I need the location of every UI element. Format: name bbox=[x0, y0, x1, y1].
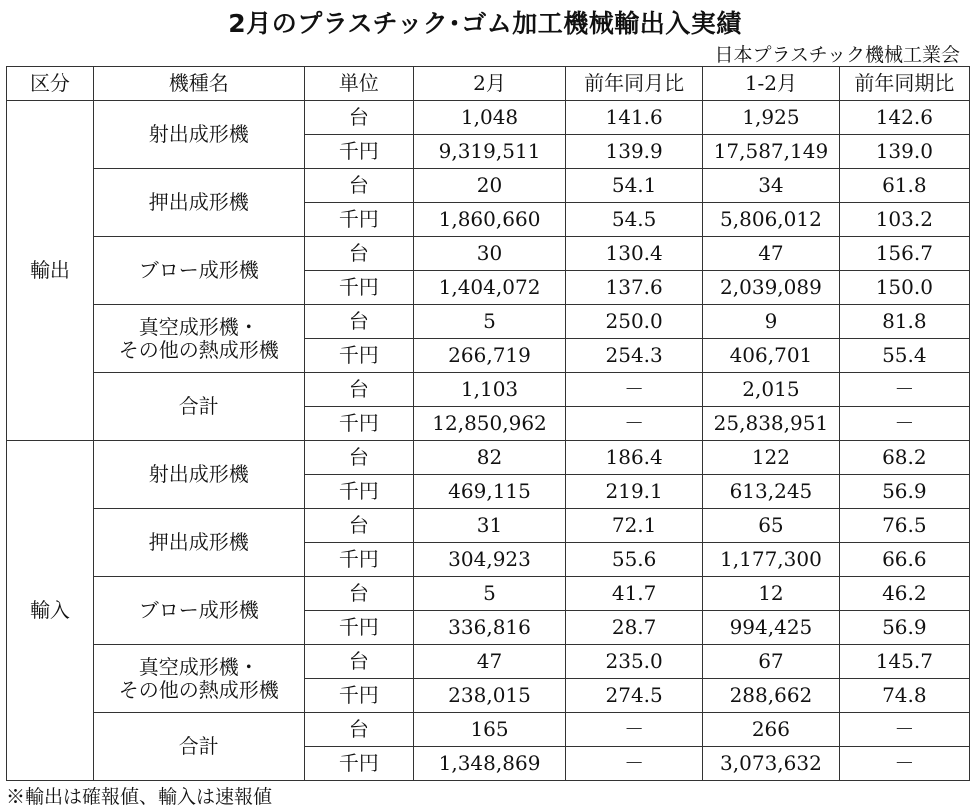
unit-cell: 台 bbox=[304, 305, 413, 339]
model-name-cell bbox=[93, 577, 304, 645]
table-row bbox=[7, 237, 970, 271]
model-name-cell bbox=[93, 101, 304, 169]
unit-cell: 台 bbox=[304, 237, 413, 271]
unit-cell: 台 bbox=[304, 441, 413, 475]
cumulative-value-cell: 9 bbox=[703, 305, 839, 339]
month-value-cell: 82 bbox=[413, 441, 565, 475]
month-value-cell: 1,404,072 bbox=[413, 271, 565, 305]
import-division-label: 輸入 bbox=[7, 441, 94, 781]
month-value-cell: 5 bbox=[413, 305, 565, 339]
yoy-period-cell: － bbox=[839, 373, 969, 407]
yoy-month-cell: 219.1 bbox=[566, 475, 703, 509]
month-value-cell: 1,048 bbox=[413, 101, 565, 135]
month-value-cell: 1,103 bbox=[413, 373, 565, 407]
unit-cell: 千円 bbox=[304, 135, 413, 169]
cumulative-value-cell: 67 bbox=[703, 645, 839, 679]
model-name-cell bbox=[93, 713, 304, 781]
yoy-period-cell: 142.6 bbox=[839, 101, 969, 135]
cumulative-value-cell: 122 bbox=[703, 441, 839, 475]
table-row bbox=[7, 577, 970, 611]
yoy-month-cell: 54.5 bbox=[566, 203, 703, 237]
yoy-month-cell: 254.3 bbox=[566, 339, 703, 373]
page-title: 2月のプラスチック･ゴム加工機械輸出入実績 bbox=[228, 9, 742, 38]
header-yoy-period: 前年同期比 bbox=[839, 67, 969, 101]
yoy-month-cell: 141.6 bbox=[566, 101, 703, 135]
model-name-cell bbox=[93, 305, 304, 373]
cumulative-value-cell: 1,177,300 bbox=[703, 543, 839, 577]
yoy-period-cell: 103.2 bbox=[839, 203, 969, 237]
table-row bbox=[7, 169, 970, 203]
header-cumulative: 1-2月 bbox=[703, 67, 839, 101]
unit-cell: 千円 bbox=[304, 679, 413, 713]
yoy-month-cell: 55.6 bbox=[566, 543, 703, 577]
cumulative-value-cell: 17,587,149 bbox=[703, 135, 839, 169]
cumulative-value-cell: 2,039,089 bbox=[703, 271, 839, 305]
table-row bbox=[7, 645, 970, 679]
model-name-line: 合計 bbox=[178, 734, 219, 758]
yoy-period-cell: 55.4 bbox=[839, 339, 969, 373]
header-division: 区分 bbox=[7, 67, 94, 101]
table-row bbox=[7, 441, 970, 475]
yoy-month-cell: 130.4 bbox=[566, 237, 703, 271]
cumulative-value-cell: 994,425 bbox=[703, 611, 839, 645]
yoy-month-cell: 137.6 bbox=[566, 271, 703, 305]
table-row bbox=[7, 101, 970, 135]
yoy-period-cell: － bbox=[839, 713, 969, 747]
model-name-cell bbox=[93, 373, 304, 441]
unit-cell: 千円 bbox=[304, 475, 413, 509]
model-name-cell bbox=[93, 237, 304, 305]
table-body bbox=[7, 101, 970, 781]
yoy-period-cell: 61.8 bbox=[839, 169, 969, 203]
model-name-line: 真空成形機・ bbox=[138, 654, 259, 679]
yoy-period-cell: 74.8 bbox=[839, 679, 969, 713]
month-value-cell: 9,319,511 bbox=[413, 135, 565, 169]
footnote: ※輸出は確報値、輸入は速報値 bbox=[6, 786, 273, 808]
header-model: 機種名 bbox=[93, 67, 304, 101]
model-name-line: 押出成形機 bbox=[148, 190, 249, 214]
yoy-period-cell: 76.5 bbox=[839, 509, 969, 543]
yoy-period-cell: 56.9 bbox=[839, 611, 969, 645]
month-value-cell: 30 bbox=[413, 237, 565, 271]
yoy-month-cell: 54.1 bbox=[566, 169, 703, 203]
cumulative-value-cell: 25,838,951 bbox=[703, 407, 839, 441]
cumulative-value-cell: 12 bbox=[703, 577, 839, 611]
month-value-cell: 238,015 bbox=[413, 679, 565, 713]
cumulative-value-cell: 1,925 bbox=[703, 101, 839, 135]
model-name-cell bbox=[93, 169, 304, 237]
model-name-line: 射出成形機 bbox=[148, 122, 249, 146]
unit-cell: 台 bbox=[304, 101, 413, 135]
yoy-period-cell: 156.7 bbox=[839, 237, 969, 271]
source-label: 日本プラスチック機械工業会 bbox=[714, 44, 960, 66]
month-value-cell: 165 bbox=[413, 713, 565, 747]
yoy-month-cell: － bbox=[566, 713, 703, 747]
export-division-label: 輸出 bbox=[7, 101, 94, 441]
month-value-cell: 5 bbox=[413, 577, 565, 611]
yoy-period-cell: 139.0 bbox=[839, 135, 969, 169]
header-yoy-month: 前年同月比 bbox=[566, 67, 703, 101]
model-name-line: ブロー成形機 bbox=[138, 258, 259, 282]
header-month: 2月 bbox=[413, 67, 565, 101]
month-value-cell: 47 bbox=[413, 645, 565, 679]
month-value-cell: 1,348,869 bbox=[413, 747, 565, 781]
cumulative-value-cell: 5,806,012 bbox=[703, 203, 839, 237]
model-name-line: 合計 bbox=[178, 394, 219, 418]
unit-cell: 台 bbox=[304, 509, 413, 543]
unit-cell: 千円 bbox=[304, 203, 413, 237]
cumulative-value-cell: 3,073,632 bbox=[703, 747, 839, 781]
month-value-cell: 304,923 bbox=[413, 543, 565, 577]
unit-cell: 千円 bbox=[304, 407, 413, 441]
cumulative-value-cell: 266 bbox=[703, 713, 839, 747]
unit-cell: 千円 bbox=[304, 611, 413, 645]
month-value-cell: 266,719 bbox=[413, 339, 565, 373]
trade-table bbox=[6, 66, 970, 781]
cumulative-value-cell: 65 bbox=[703, 509, 839, 543]
yoy-month-cell: 41.7 bbox=[566, 577, 703, 611]
unit-cell: 台 bbox=[304, 373, 413, 407]
header-row bbox=[7, 67, 970, 101]
cumulative-value-cell: 406,701 bbox=[703, 339, 839, 373]
yoy-period-cell: 56.9 bbox=[839, 475, 969, 509]
yoy-period-cell: 46.2 bbox=[839, 577, 969, 611]
month-value-cell: 1,860,660 bbox=[413, 203, 565, 237]
month-value-cell: 31 bbox=[413, 509, 565, 543]
model-name-line: 射出成形機 bbox=[148, 462, 249, 486]
unit-cell: 千円 bbox=[304, 747, 413, 781]
cumulative-value-cell: 47 bbox=[703, 237, 839, 271]
yoy-month-cell: 72.1 bbox=[566, 509, 703, 543]
month-value-cell: 20 bbox=[413, 169, 565, 203]
yoy-month-cell: 186.4 bbox=[566, 441, 703, 475]
yoy-month-cell: 28.7 bbox=[566, 611, 703, 645]
table-row bbox=[7, 509, 970, 543]
table-row bbox=[7, 373, 970, 407]
yoy-month-cell: 235.0 bbox=[566, 645, 703, 679]
model-name-cell bbox=[93, 645, 304, 713]
model-name-line: その他の熱成形機 bbox=[118, 677, 279, 702]
cumulative-value-cell: 2,015 bbox=[703, 373, 839, 407]
month-value-cell: 12,850,962 bbox=[413, 407, 565, 441]
unit-cell: 千円 bbox=[304, 339, 413, 373]
yoy-period-cell: 81.8 bbox=[839, 305, 969, 339]
model-name-line: その他の熱成形機 bbox=[118, 337, 279, 362]
yoy-period-cell: 145.7 bbox=[839, 645, 969, 679]
yoy-period-cell: 68.2 bbox=[839, 441, 969, 475]
month-value-cell: 336,816 bbox=[413, 611, 565, 645]
unit-cell: 千円 bbox=[304, 543, 413, 577]
model-name-cell bbox=[93, 441, 304, 509]
cumulative-value-cell: 34 bbox=[703, 169, 839, 203]
unit-cell: 台 bbox=[304, 645, 413, 679]
yoy-period-cell: 66.6 bbox=[839, 543, 969, 577]
yoy-period-cell: 150.0 bbox=[839, 271, 969, 305]
yoy-month-cell: － bbox=[566, 373, 703, 407]
header-unit: 単位 bbox=[304, 67, 413, 101]
unit-cell: 千円 bbox=[304, 271, 413, 305]
cumulative-value-cell: 288,662 bbox=[703, 679, 839, 713]
model-name-cell bbox=[93, 509, 304, 577]
cumulative-value-cell: 613,245 bbox=[703, 475, 839, 509]
table-row bbox=[7, 713, 970, 747]
unit-cell: 台 bbox=[304, 577, 413, 611]
model-name-line: 押出成形機 bbox=[148, 530, 249, 554]
month-value-cell: 469,115 bbox=[413, 475, 565, 509]
yoy-month-cell: － bbox=[566, 407, 703, 441]
model-name-line: ブロー成形機 bbox=[138, 598, 259, 622]
yoy-month-cell: 139.9 bbox=[566, 135, 703, 169]
yoy-period-cell: － bbox=[839, 747, 969, 781]
yoy-month-cell: － bbox=[566, 747, 703, 781]
yoy-month-cell: 250.0 bbox=[566, 305, 703, 339]
yoy-period-cell: － bbox=[839, 407, 969, 441]
table-row bbox=[7, 305, 970, 339]
unit-cell: 台 bbox=[304, 169, 413, 203]
model-name-line: 真空成形機・ bbox=[138, 314, 259, 339]
unit-cell: 台 bbox=[304, 713, 413, 747]
yoy-month-cell: 274.5 bbox=[566, 679, 703, 713]
